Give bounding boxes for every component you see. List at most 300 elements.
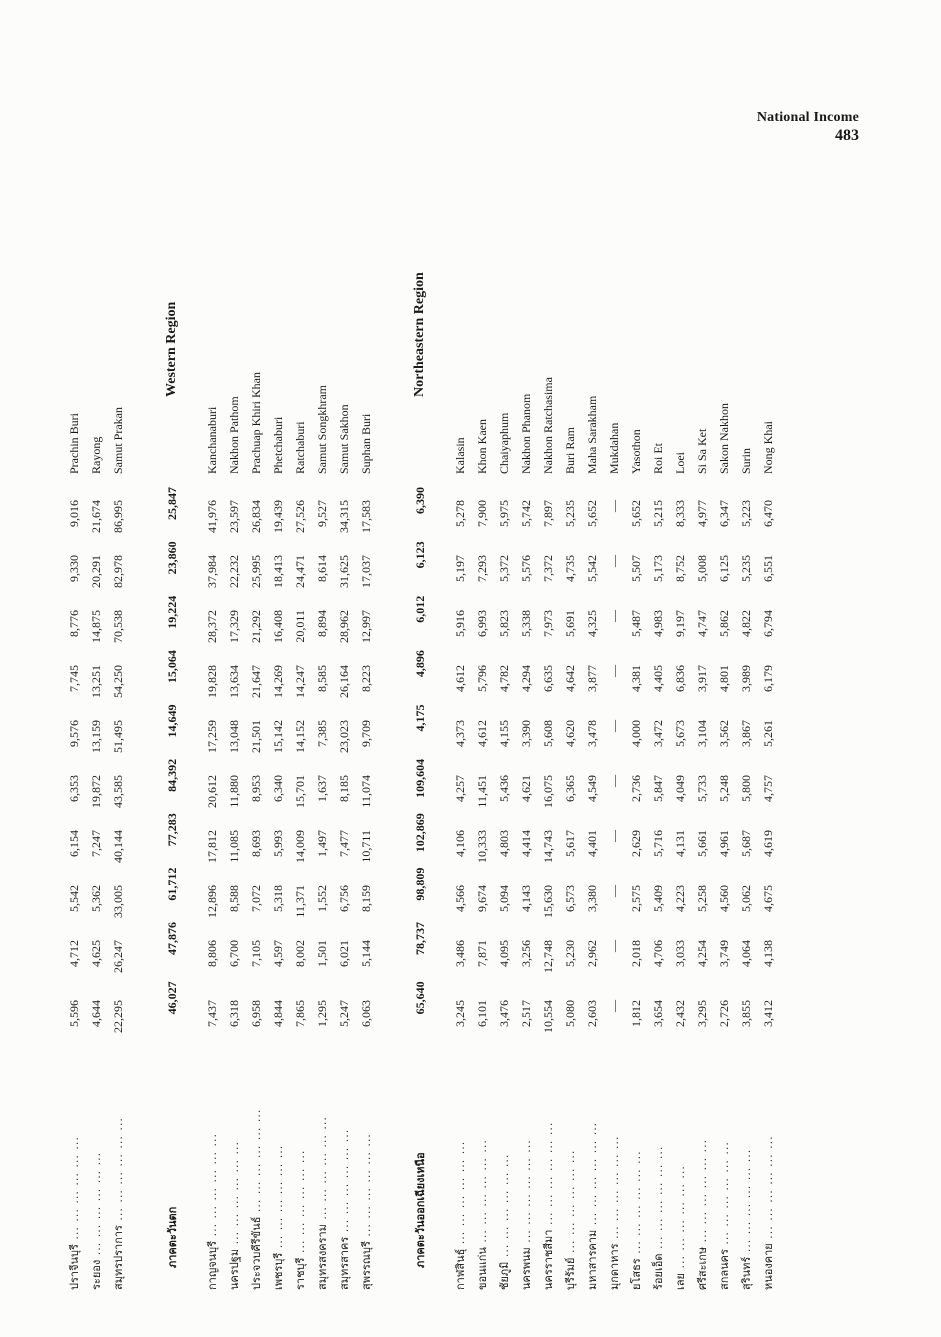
value-cell: 5,318	[270, 885, 285, 912]
value-cell: 6,353	[66, 775, 81, 802]
value-cell: 82,978	[110, 555, 125, 588]
leader-dots: ... ... ... ... ... ...	[294, 1149, 307, 1258]
value-cell: 5,733	[694, 775, 709, 802]
value-cell: 4,706	[650, 940, 665, 967]
value-cell: 7,293	[474, 555, 489, 582]
province-name-thai	[627, 1055, 645, 1290]
value-cell: 3,749	[716, 940, 731, 967]
value-cell: 11,880	[226, 775, 241, 808]
province-row	[107, 200, 129, 1290]
value-cell: 3,867	[738, 720, 753, 747]
value-cell: 3,917	[694, 665, 709, 692]
province-row	[289, 200, 311, 1290]
value-cell: 34,315	[336, 500, 351, 533]
value-cell: 5,230	[562, 940, 577, 967]
province-row	[267, 200, 289, 1290]
province-name-thai	[715, 1055, 733, 1290]
leader-dots: ... ... ... ... ... ...	[476, 1139, 489, 1248]
region-name-english	[412, 200, 428, 487]
leader-dots: ... ... ... ... ... ...	[90, 1151, 103, 1260]
value-cell: 3,245	[452, 1000, 467, 1027]
value-cell: 98,809	[412, 867, 427, 901]
thai-label: เพชรบุรี	[272, 1252, 285, 1290]
value-cell: 8,585	[314, 665, 329, 692]
province-name-thai	[225, 1055, 243, 1290]
value-cell: 13,048	[226, 720, 241, 753]
running-title: National Income	[756, 110, 859, 125]
value-cell: 5,372	[496, 555, 511, 582]
province-name-english: Si Sa Ket	[694, 428, 709, 474]
value-cell: 16,075	[540, 775, 555, 808]
leader-dots: ... ... ... ... ... ...	[740, 1148, 753, 1257]
value-cell: 24,471	[292, 555, 307, 588]
value-cell: 5,507	[628, 555, 643, 582]
province-row	[559, 200, 581, 1290]
province-row	[515, 200, 537, 1290]
value-cell: 7,973	[540, 610, 555, 637]
thai-label: กาญจนบุรี	[206, 1240, 219, 1290]
thai-label: สุรินทร์	[740, 1256, 753, 1290]
value-cell: 18,413	[270, 555, 285, 588]
value-cell: 6,125	[716, 555, 731, 582]
value-cell: 4,106	[452, 830, 467, 857]
value-cell: 5,008	[694, 555, 709, 582]
value-cell: 20,011	[292, 610, 307, 643]
thai-label: สกลนคร	[718, 1249, 731, 1290]
value-cell: 4,175	[412, 704, 427, 732]
value-cell: 4,254	[694, 940, 709, 967]
value-cell: 3,033	[672, 940, 687, 967]
value-cell: 4,844	[270, 1000, 285, 1027]
value-cell: 20,612	[204, 775, 219, 808]
province-name-english: Prachin Buri	[66, 413, 81, 474]
value-cell: 5,144	[358, 940, 373, 967]
value-cell: 5,742	[518, 500, 533, 527]
value-cell: 4,414	[518, 830, 533, 857]
thai-label: บุรีรัมย์	[564, 1257, 577, 1290]
value-cell: 40,144	[110, 830, 125, 863]
value-cell: 9,576	[66, 720, 81, 747]
value-cell: 3,654	[650, 1000, 665, 1027]
income-table	[63, 200, 779, 1290]
value-cell: 1,497	[314, 830, 329, 857]
value-cell: 9,709	[358, 720, 373, 747]
value-cell: 37,984	[204, 555, 219, 588]
province-row	[201, 200, 223, 1290]
value-cell: 6,756	[336, 885, 351, 912]
value-cell: 4,747	[694, 610, 709, 637]
value-cell: 4,620	[562, 720, 577, 747]
value-cell: 17,037	[358, 555, 373, 588]
thai-label: มหาสารคาม	[586, 1229, 599, 1290]
value-cell: 28,962	[336, 610, 351, 643]
value-cell: 4,405	[650, 665, 665, 692]
value-cell: 5,248	[716, 775, 731, 802]
value-cell: 33,005	[110, 885, 125, 918]
thai-label: นครปฐม	[228, 1248, 241, 1290]
value-cell: 5,993	[270, 830, 285, 857]
value-cell: 17,812	[204, 830, 219, 863]
province-row	[355, 200, 377, 1290]
value-cell: 5,487	[628, 610, 643, 637]
province-name-english: Maha Sarakham	[584, 395, 599, 474]
value-cell: 12,997	[358, 610, 373, 643]
value-cell: 5,652	[628, 500, 643, 527]
value-cell: 84,392	[164, 758, 179, 792]
province-name-thai	[203, 1055, 221, 1290]
value-cell: 8,894	[314, 610, 329, 637]
value-cell: 5,975	[496, 500, 511, 527]
province-name-english: Surin	[738, 447, 753, 474]
value-cell: 13,159	[88, 720, 103, 753]
province-row	[625, 200, 647, 1290]
value-cell: 13,251	[88, 665, 103, 698]
province-row	[581, 200, 603, 1290]
value-cell: 4,143	[518, 885, 533, 912]
thai-label: สมุทรสงคราม	[316, 1224, 329, 1290]
value-cell: 25,847	[164, 487, 179, 520]
leader-dots: ... ... ... ... ... ...	[316, 1116, 329, 1225]
value-cell: 5,847	[650, 775, 665, 802]
value-cell: 4,131	[672, 830, 687, 857]
value-cell: 4,977	[694, 500, 709, 527]
value-cell: 8,185	[336, 775, 351, 802]
province-name-thai	[335, 1055, 353, 1290]
value-cell: 2,736	[628, 775, 643, 802]
leader-dots: ... ... ... ... ... ...	[272, 1144, 285, 1253]
value-cell: 4,961	[716, 830, 731, 857]
province-row	[63, 200, 85, 1290]
value-cell: 70,538	[110, 610, 125, 643]
value-cell: 102,869	[412, 813, 427, 853]
value-cell: 7,072	[248, 885, 263, 912]
value-cell: 14,649	[164, 704, 179, 738]
value-cell: 6,021	[336, 940, 351, 967]
value-cell: 15,142	[270, 720, 285, 753]
province-name-english: Rayong	[88, 436, 103, 474]
leader-dots: ... ... ... ... ... ...	[718, 1141, 731, 1250]
value-cell: 4,642	[562, 665, 577, 692]
province-name-thai	[539, 1055, 557, 1290]
province-name-english: Samut Sakhon	[336, 404, 351, 474]
value-cell: 5,215	[650, 500, 665, 527]
value-cell: 7,871	[474, 940, 489, 967]
value-cell: 7,477	[336, 830, 351, 857]
value-cell: 16,408	[270, 610, 285, 643]
thai-label: ระยอง	[90, 1259, 103, 1290]
province-row	[669, 200, 691, 1290]
province-name-english: Kanchanaburi	[204, 406, 219, 474]
value-cell: 6,012	[412, 595, 427, 623]
leader-dots: ... ... ... ... ... ...	[630, 1150, 643, 1259]
province-row	[223, 200, 245, 1290]
province-name-thai	[583, 1055, 601, 1290]
region-label: Northeastern Region	[412, 272, 427, 397]
province-row	[537, 200, 559, 1290]
province-name-english: Chaiyaphum	[496, 412, 511, 474]
value-cell: 4,381	[628, 665, 643, 692]
leader-dots: ... ... ... ... ... ...	[112, 1117, 125, 1226]
thai-label: ปราจีนบุรี	[68, 1244, 81, 1290]
province-name-thai	[605, 1055, 623, 1290]
value-cell: 5,235	[738, 555, 753, 582]
leader-dots: ... ... ... ... ... ...	[608, 1135, 621, 1244]
province-name-thai	[313, 1055, 331, 1290]
value-cell: 4,095	[496, 940, 511, 967]
thai-label: สมุทรปราการ	[112, 1225, 125, 1290]
value-cell: 8,776	[66, 610, 81, 637]
page-header	[757, 110, 859, 145]
leader-dots: ... ... ... ... ... ...	[250, 1108, 263, 1217]
value-cell: 5,576	[518, 555, 533, 582]
province-name-thai	[269, 1055, 287, 1290]
value-cell: 28,372	[204, 610, 219, 643]
value-cell: 5,661	[694, 830, 709, 857]
value-cell: 6,347	[716, 500, 731, 527]
province-name-thai	[561, 1055, 579, 1290]
value-cell: 8,614	[314, 555, 329, 582]
value-cell: 5,409	[650, 885, 665, 912]
value-cell: 4,612	[452, 665, 467, 692]
value-cell: 4,257	[452, 775, 467, 802]
value-cell: —	[606, 775, 621, 787]
province-name-english: Mukdahan	[606, 422, 621, 474]
region-label: Western Region	[164, 301, 179, 397]
value-cell: 14,152	[292, 720, 307, 753]
value-cell: 12,748	[540, 940, 555, 973]
group-gap	[129, 200, 157, 1290]
value-cell: 8,752	[672, 555, 687, 582]
page-number: 483	[835, 127, 859, 144]
value-cell: 14,269	[270, 665, 285, 698]
value-cell: 11,371	[292, 885, 307, 918]
value-cell: —	[606, 1000, 621, 1012]
province-row	[691, 200, 713, 1290]
value-cell: 3,380	[584, 885, 599, 912]
value-cell: 3,412	[760, 1000, 775, 1027]
value-cell: 2,517	[518, 1000, 533, 1027]
value-cell: 2,726	[716, 1000, 731, 1027]
value-cell: 4,803	[496, 830, 511, 857]
value-cell: 6,551	[760, 555, 775, 582]
value-cell: 8,953	[248, 775, 263, 802]
leader-dots: ... ... ... ... ... ...	[498, 1153, 511, 1262]
value-cell: —	[606, 610, 621, 622]
value-cell: 4,757	[760, 775, 775, 802]
value-cell: 5,338	[518, 610, 533, 637]
value-cell: 6,470	[760, 500, 775, 527]
value-cell: 4,401	[584, 830, 599, 857]
value-cell: 14,009	[292, 830, 307, 863]
value-cell: 46,027	[164, 981, 179, 1015]
value-cell: 19,439	[270, 500, 285, 533]
value-cell: 5,062	[738, 885, 753, 912]
value-cell: 41,976	[204, 500, 219, 533]
value-cell: 2,575	[628, 885, 643, 912]
value-cell: 5,673	[672, 720, 687, 747]
group-gap	[377, 200, 405, 1290]
value-cell: 2,962	[584, 940, 599, 967]
value-cell: 5,223	[738, 500, 753, 527]
value-cell: 4,612	[474, 720, 489, 747]
value-cell: 21,501	[248, 720, 263, 753]
value-cell: 13,634	[226, 665, 241, 698]
value-cell: 15,630	[540, 885, 555, 918]
value-cell: 8,223	[358, 665, 373, 692]
value-cell: 5,862	[716, 610, 731, 637]
value-cell: 8,333	[672, 500, 687, 527]
province-name-thai	[109, 1055, 127, 1290]
value-cell: 9,330	[66, 555, 81, 582]
thai-label: มุกดาหาร	[608, 1243, 621, 1290]
value-cell: 17,259	[204, 720, 219, 753]
value-cell: 6,063	[358, 1000, 373, 1027]
leader-dots: ... ... ... ... ... ...	[674, 1165, 687, 1274]
value-cell: —	[606, 885, 621, 897]
value-cell: 17,583	[358, 500, 373, 533]
value-cell: 4,896	[412, 650, 427, 678]
value-cell: 78,737	[412, 922, 427, 955]
value-cell: 10,554	[540, 1000, 555, 1033]
value-cell: 5,258	[694, 885, 709, 912]
value-cell: 7,900	[474, 500, 489, 527]
value-cell: 5,652	[584, 500, 599, 527]
value-cell: 5,796	[474, 665, 489, 692]
value-cell: 26,164	[336, 665, 351, 698]
province-name-english: Kalasin	[452, 437, 467, 474]
value-cell: 5,542	[584, 555, 599, 582]
leader-dots: ... ... ... ... ... ...	[762, 1135, 775, 1244]
value-cell: 7,385	[314, 720, 329, 747]
value-cell: 4,983	[650, 610, 665, 637]
value-cell: 3,877	[584, 665, 599, 692]
thai-label: ประจวบคีรีขันธ์	[250, 1216, 263, 1290]
value-cell: 6,318	[226, 1000, 241, 1027]
value-cell: 6,836	[672, 665, 687, 692]
value-cell: 4,223	[672, 885, 687, 912]
thai-label: ยโสธร	[630, 1258, 643, 1290]
value-cell: 5,197	[452, 555, 467, 582]
value-cell: 4,373	[452, 720, 467, 747]
thai-label: ราชบุรี	[294, 1257, 307, 1290]
value-cell: 6,154	[66, 830, 81, 857]
thai-label: เลย	[674, 1273, 687, 1290]
value-cell: 6,635	[540, 665, 555, 692]
leader-dots: ... ... ... ... ... ...	[542, 1121, 555, 1230]
province-row	[713, 200, 735, 1290]
value-cell: 54,250	[110, 665, 125, 698]
province-row	[333, 200, 355, 1290]
value-cell: 8,588	[226, 885, 241, 912]
province-name-english: Nakhon Ratchasima	[540, 377, 555, 474]
value-cell: 7,372	[540, 555, 555, 582]
value-cell: 4,138	[760, 940, 775, 967]
leader-dots: ... ... ... ... ... ...	[696, 1138, 709, 1247]
value-cell: 27,526	[292, 500, 307, 533]
leader-dots: ... ... ... ... ... ...	[338, 1128, 351, 1237]
value-cell: 19,872	[88, 775, 103, 808]
value-cell: 19,828	[204, 665, 219, 698]
province-row	[735, 200, 757, 1290]
value-cell: 1,637	[314, 775, 329, 802]
province-row	[603, 200, 625, 1290]
value-cell: 20,291	[88, 555, 103, 588]
thai-label: ขอนแก่น	[476, 1247, 489, 1290]
value-cell: 5,235	[562, 500, 577, 527]
thai-label: นครพนม	[520, 1247, 533, 1290]
value-cell: 31,625	[336, 555, 351, 588]
value-cell: 4,155	[496, 720, 511, 747]
thai-label: ชัยภูมิ	[498, 1261, 511, 1290]
province-name-english: Ratchaburi	[292, 421, 307, 474]
value-cell: 4,000	[628, 720, 643, 747]
thai-label: นครราชสีมา	[542, 1229, 555, 1290]
value-cell: 6,390	[412, 487, 427, 514]
value-cell: 4,644	[88, 1000, 103, 1027]
value-cell: 6,993	[474, 610, 489, 637]
value-cell: 4,675	[760, 885, 775, 912]
value-cell: 3,472	[650, 720, 665, 747]
province-name-english: Yasothon	[628, 429, 643, 474]
value-cell: 23,597	[226, 500, 241, 533]
province-name-thai	[473, 1055, 491, 1290]
value-cell: 3,989	[738, 665, 753, 692]
value-cell: 5,080	[562, 1000, 577, 1027]
region-gap	[187, 200, 201, 1290]
value-cell: 5,362	[88, 885, 103, 912]
value-cell: 8,002	[292, 940, 307, 967]
value-cell: 4,566	[452, 885, 467, 912]
value-cell: 3,486	[452, 940, 467, 967]
value-cell: 26,834	[248, 500, 263, 533]
province-row	[471, 200, 493, 1290]
province-name-english: Nakhon Pathom	[226, 396, 241, 474]
value-cell: 2,603	[584, 1000, 599, 1027]
value-cell: 5,823	[496, 610, 511, 637]
value-cell: 7,865	[292, 1000, 307, 1027]
value-cell: 4,621	[518, 775, 533, 802]
value-cell: 5,916	[452, 610, 467, 637]
value-cell: —	[606, 665, 621, 677]
region-row	[405, 200, 435, 1290]
leader-dots: ... ... ... ... ... ...	[586, 1121, 599, 1230]
thai-label: กาฬสินธุ์	[454, 1248, 467, 1290]
value-cell: 5,800	[738, 775, 753, 802]
value-cell: 4,294	[518, 665, 533, 692]
province-name-thai	[247, 1055, 265, 1290]
value-cell: 14,875	[88, 610, 103, 643]
value-cell: 7,247	[88, 830, 103, 857]
value-cell: 1,501	[314, 940, 329, 967]
value-cell: 3,562	[716, 720, 731, 747]
value-cell: —	[606, 500, 621, 512]
value-cell: 7,105	[248, 940, 263, 967]
value-cell: 11,451	[474, 775, 489, 808]
value-cell: 3,855	[738, 1000, 753, 1027]
value-cell: 5,687	[738, 830, 753, 857]
value-cell: 5,436	[496, 775, 511, 802]
value-cell: 4,712	[66, 940, 81, 967]
value-cell: 5,247	[336, 1000, 351, 1027]
value-cell: 25,995	[248, 555, 263, 588]
province-row	[245, 200, 267, 1290]
province-row	[449, 200, 471, 1290]
value-cell: 5,261	[760, 720, 775, 747]
leader-dots: ... ... ... ... ... ...	[520, 1139, 533, 1248]
value-cell: 3,256	[518, 940, 533, 967]
value-cell: 15,064	[164, 650, 179, 684]
value-cell: 5,542	[66, 885, 81, 912]
